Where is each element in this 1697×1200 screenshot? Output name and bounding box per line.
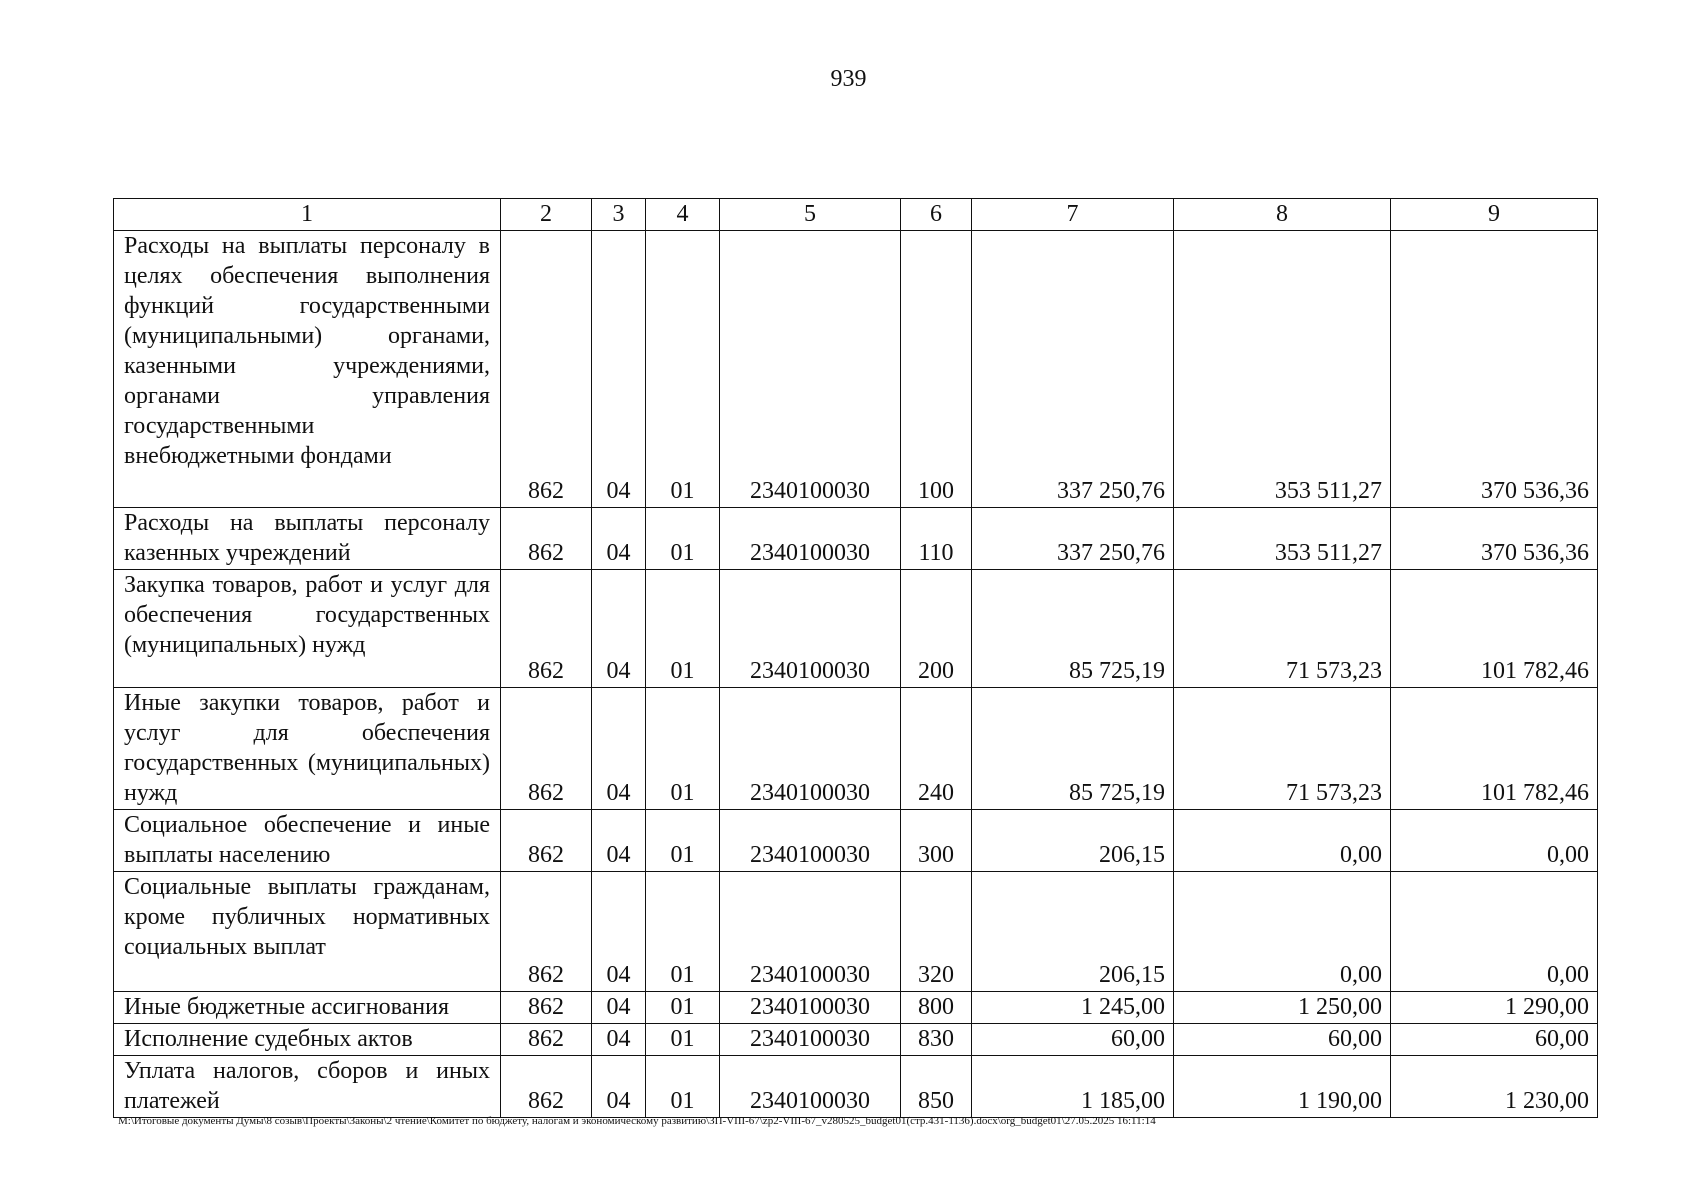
amount-col-7: 85 725,19 <box>972 688 1174 810</box>
expense-name: Социальные выплаты гражданам, кроме публичных нормативных социальных выплат <box>114 872 501 992</box>
subsection-code: 01 <box>646 810 720 872</box>
section-code: 04 <box>592 1024 646 1056</box>
expense-name: Иные закупки товаров, работ и услуг для обеспечения государственных (муниципальных) нужд <box>114 688 501 810</box>
section-code: 04 <box>592 1056 646 1118</box>
subsection-code: 01 <box>646 872 720 992</box>
amount-col-7: 206,15 <box>972 810 1174 872</box>
expense-type-code: 200 <box>901 570 972 688</box>
target-article-code: 2340100030 <box>720 1056 901 1118</box>
amount-col-9: 60,00 <box>1391 1024 1598 1056</box>
section-code: 04 <box>592 570 646 688</box>
target-article-code: 2340100030 <box>720 992 901 1024</box>
column-header: 4 <box>646 199 720 231</box>
column-header: 1 <box>114 199 501 231</box>
expense-type-code: 240 <box>901 688 972 810</box>
page-number: 939 <box>830 66 867 92</box>
amount-col-8: 353 511,27 <box>1174 508 1391 570</box>
target-article-code: 2340100030 <box>720 570 901 688</box>
column-header: 2 <box>501 199 592 231</box>
expense-name: Иные бюджетные ассигнования <box>114 992 501 1024</box>
amount-col-8: 0,00 <box>1174 872 1391 992</box>
target-article-code: 2340100030 <box>720 872 901 992</box>
amount-col-7: 85 725,19 <box>972 570 1174 688</box>
amount-col-9: 0,00 <box>1391 810 1598 872</box>
amount-col-9: 101 782,46 <box>1391 570 1598 688</box>
department-code: 862 <box>501 231 592 508</box>
amount-col-7: 337 250,76 <box>972 231 1174 508</box>
amount-col-9: 0,00 <box>1391 872 1598 992</box>
amount-col-8: 1 190,00 <box>1174 1056 1391 1118</box>
column-header: 6 <box>901 199 972 231</box>
table-row <box>114 508 1598 570</box>
footer-file-path: M:\Итоговые документы Думы\8 созыв\Проекты\Законы\2 чтение\Комитет по бюджету, налогам и экономическому развитию\ЗП-VIII-67\zp2-VIII-67_v280525_budget01(стр.431-1136).docx\org_budget01\27.05.2025 16:11:14 <box>118 1115 1156 1127</box>
department-code: 862 <box>501 1024 592 1056</box>
amount-col-8: 60,00 <box>1174 1024 1391 1056</box>
section-code: 04 <box>592 810 646 872</box>
expense-type-code: 100 <box>901 231 972 508</box>
amount-col-7: 60,00 <box>972 1024 1174 1056</box>
column-header: 7 <box>972 199 1174 231</box>
column-header: 8 <box>1174 199 1391 231</box>
amount-col-9: 101 782,46 <box>1391 688 1598 810</box>
target-article-code: 2340100030 <box>720 810 901 872</box>
table-row <box>114 688 1598 810</box>
expense-type-code: 110 <box>901 508 972 570</box>
amount-col-9: 370 536,36 <box>1391 508 1598 570</box>
subsection-code: 01 <box>646 1056 720 1118</box>
subsection-code: 01 <box>646 1024 720 1056</box>
subsection-code: 01 <box>646 508 720 570</box>
expense-type-code: 800 <box>901 992 972 1024</box>
table-row <box>114 872 1598 992</box>
amount-col-8: 71 573,23 <box>1174 570 1391 688</box>
target-article-code: 2340100030 <box>720 231 901 508</box>
amount-col-7: 206,15 <box>972 872 1174 992</box>
expense-type-code: 850 <box>901 1056 972 1118</box>
section-code: 04 <box>592 231 646 508</box>
column-header: 9 <box>1391 199 1598 231</box>
department-code: 862 <box>501 688 592 810</box>
column-header: 5 <box>720 199 901 231</box>
department-code: 862 <box>501 810 592 872</box>
table-row <box>114 570 1598 688</box>
expense-name: Исполнение судебных актов <box>114 1024 501 1056</box>
subsection-code: 01 <box>646 231 720 508</box>
section-code: 04 <box>592 508 646 570</box>
department-code: 862 <box>501 872 592 992</box>
table-row <box>114 1056 1598 1118</box>
amount-col-7: 1 245,00 <box>972 992 1174 1024</box>
expense-name: Социальное обеспечение и иные выплаты населению <box>114 810 501 872</box>
expense-name: Расходы на выплаты персоналу в целях обеспечения выполнения функций государственными (муниципальными) органами, казенными учреждениями, органами управления государственными внебюджетными фондами <box>114 231 501 508</box>
subsection-code: 01 <box>646 992 720 1024</box>
section-code: 04 <box>592 872 646 992</box>
expense-name: Уплата налогов, сборов и иных платежей <box>114 1056 501 1118</box>
amount-col-9: 1 290,00 <box>1391 992 1598 1024</box>
target-article-code: 2340100030 <box>720 688 901 810</box>
amount-col-8: 1 250,00 <box>1174 992 1391 1024</box>
expense-name: Закупка товаров, работ и услуг для обеспечения государственных (муниципальных) нужд <box>114 570 501 688</box>
amount-col-7: 337 250,76 <box>972 508 1174 570</box>
expense-type-code: 300 <box>901 810 972 872</box>
subsection-code: 01 <box>646 688 720 810</box>
subsection-code: 01 <box>646 570 720 688</box>
amount-col-8: 71 573,23 <box>1174 688 1391 810</box>
amount-col-9: 370 536,36 <box>1391 231 1598 508</box>
column-header: 3 <box>592 199 646 231</box>
section-code: 04 <box>592 688 646 810</box>
table-row <box>114 810 1598 872</box>
amount-col-9: 1 230,00 <box>1391 1056 1598 1118</box>
department-code: 862 <box>501 508 592 570</box>
department-code: 862 <box>501 570 592 688</box>
expense-name: Расходы на выплаты персоналу казенных учреждений <box>114 508 501 570</box>
amount-col-8: 0,00 <box>1174 810 1391 872</box>
department-code: 862 <box>501 1056 592 1118</box>
target-article-code: 2340100030 <box>720 508 901 570</box>
expense-type-code: 320 <box>901 872 972 992</box>
budget-table <box>113 198 1598 1118</box>
amount-col-8: 353 511,27 <box>1174 231 1391 508</box>
table-row <box>114 992 1598 1024</box>
target-article-code: 2340100030 <box>720 1024 901 1056</box>
amount-col-7: 1 185,00 <box>972 1056 1174 1118</box>
table-header-row <box>114 199 1598 231</box>
expense-type-code: 830 <box>901 1024 972 1056</box>
department-code: 862 <box>501 992 592 1024</box>
table-row <box>114 231 1598 508</box>
section-code: 04 <box>592 992 646 1024</box>
table-row <box>114 1024 1598 1056</box>
